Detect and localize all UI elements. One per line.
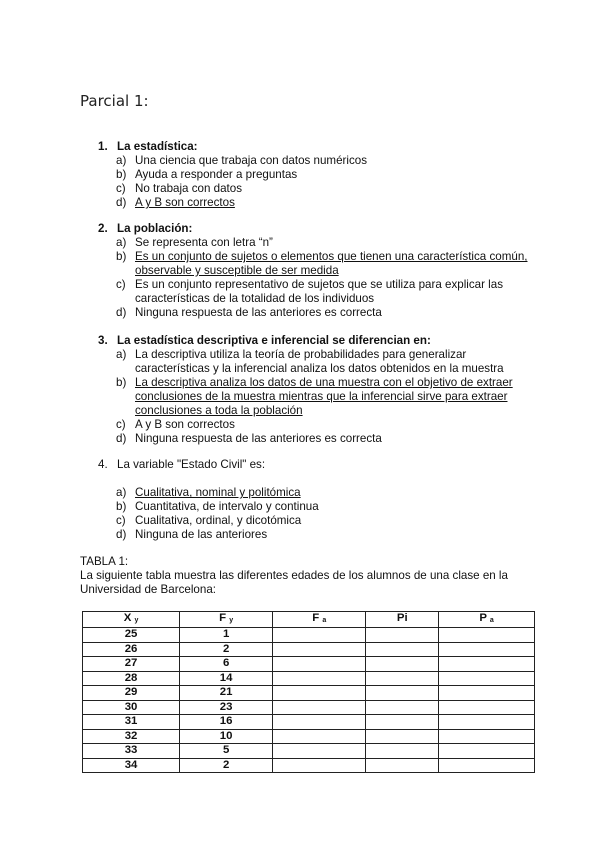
- table-cell: [439, 700, 535, 715]
- question-number: 4.: [98, 458, 108, 471]
- option-text-line: Cuantitativa, de intervalo y continua: [135, 500, 319, 513]
- table-cell: [273, 642, 366, 657]
- answer-option: [98, 514, 548, 528]
- table-cell: 2: [180, 642, 273, 657]
- question-3: [98, 334, 548, 446]
- answer-option: [98, 528, 548, 542]
- option-letter: a): [116, 236, 127, 249]
- table-cell: [273, 686, 366, 701]
- header-sub: a: [322, 617, 327, 624]
- option-text-line: Cualitativa, ordinal, y dicotómica: [135, 514, 302, 527]
- option-letter: c): [116, 418, 126, 431]
- table-cell: [273, 758, 366, 773]
- question-title: [98, 140, 548, 154]
- option-text-line: Ninguna respuesta de las anteriores es correcta: [135, 432, 382, 445]
- question-number: 2.: [98, 222, 108, 235]
- answer-option: [98, 182, 548, 196]
- header-main: X: [123, 612, 132, 624]
- answer-option: [98, 306, 548, 320]
- table-row: [83, 628, 535, 643]
- table-cell: 26: [83, 642, 180, 657]
- option-letter: d): [116, 306, 127, 319]
- header-main: F: [219, 612, 227, 624]
- table-cell: [439, 758, 535, 773]
- table-cell: [366, 657, 439, 672]
- answer-option: [98, 168, 548, 182]
- question-text: La estadística:: [117, 140, 198, 153]
- table-cell: 29: [83, 686, 180, 701]
- table-cell: 5: [180, 744, 273, 759]
- option-text-line: Cualitativa, nominal y politómica: [135, 486, 301, 499]
- column-header: [83, 612, 180, 628]
- header-sub: a: [489, 617, 494, 624]
- answer-option: [98, 486, 548, 500]
- option-text-line: Es un conjunto de sujetos o elementos que tienen una característica común,: [135, 250, 528, 263]
- table-cell: [366, 715, 439, 730]
- header-sub: y: [134, 617, 139, 624]
- table-cell: 25: [83, 628, 180, 643]
- header-main: P: [479, 612, 487, 624]
- table-cell: [366, 700, 439, 715]
- answer-option: [98, 278, 548, 306]
- table-cell: [366, 642, 439, 657]
- table-row: [83, 686, 535, 701]
- table-cell: [366, 744, 439, 759]
- table-cell: [366, 729, 439, 744]
- table-cell: 16: [180, 715, 273, 730]
- table-row: [83, 642, 535, 657]
- option-text-line: Ayuda a responder a preguntas: [135, 168, 298, 181]
- answer-option: [98, 348, 548, 376]
- table-cell: [273, 744, 366, 759]
- option-text-line: No trabaja con datos: [135, 182, 242, 195]
- question-title: [98, 334, 548, 348]
- option-text-line: Una ciencia que trabaja con datos numéricos: [135, 154, 368, 167]
- option-text-line: Ninguna de las anteriores: [135, 528, 268, 541]
- table-cell: [439, 744, 535, 759]
- option-letter: b): [116, 500, 127, 513]
- option-text-line: Se representa con letra “n”: [135, 236, 273, 249]
- table-intro: [80, 555, 540, 597]
- option-letter: d): [116, 528, 127, 541]
- table-header-row: [83, 612, 535, 628]
- column-header: [273, 612, 366, 628]
- answer-option: [98, 376, 548, 418]
- table-cell: [439, 715, 535, 730]
- page-title: Parcial 1:: [80, 92, 149, 110]
- column-header: [366, 612, 439, 628]
- question-text: La estadística descriptiva e inferencial se diferencian en:: [117, 334, 431, 347]
- option-text-line: Es un conjunto representativo de sujetos que se utiliza para explicar las: [135, 278, 503, 291]
- table-cell: [273, 671, 366, 686]
- question-2: [98, 222, 548, 320]
- header-main: Pi: [396, 612, 408, 624]
- table-cell: [366, 686, 439, 701]
- header-sub: y: [229, 617, 234, 624]
- question-1: [98, 140, 548, 210]
- table-cell: 2: [180, 758, 273, 773]
- option-text-line: conclusiones de la muestra mientras que la inferencial sirve para extraer: [135, 390, 508, 403]
- table-description-line: Universidad de Barcelona:: [80, 583, 216, 596]
- option-text-line: La descriptiva utiliza la teoría de probabilidades para generalizar: [135, 348, 467, 361]
- table-label: TABLA 1:: [80, 555, 129, 568]
- option-letter: a): [116, 154, 127, 167]
- table-cell: 10: [180, 729, 273, 744]
- option-letter: c): [116, 182, 126, 195]
- question-number: 1.: [98, 140, 108, 153]
- table-cell: [366, 758, 439, 773]
- option-text-line: A y B son correctos: [135, 418, 235, 431]
- question-title: [98, 458, 548, 472]
- option-text-line: Ninguna respuesta de las anteriores es correcta: [135, 306, 382, 319]
- table-cell: [273, 729, 366, 744]
- table-cell: [273, 657, 366, 672]
- table-cell: 33: [83, 744, 180, 759]
- answer-option: [98, 236, 548, 250]
- table-cell: [273, 628, 366, 643]
- table-cell: [439, 671, 535, 686]
- table-cell: 14: [180, 671, 273, 686]
- table-row: [83, 758, 535, 773]
- column-header: [439, 612, 535, 628]
- table-row: [83, 729, 535, 744]
- table-cell: [366, 671, 439, 686]
- column-header: [180, 612, 273, 628]
- table-cell: 21: [180, 686, 273, 701]
- table-row: [83, 671, 535, 686]
- table-cell: [439, 686, 535, 701]
- option-text-line: A y B son correctos: [135, 196, 235, 209]
- table-cell: [439, 657, 535, 672]
- frequency-table: [82, 611, 535, 773]
- question-text: La variable "Estado Civil" es:: [117, 458, 266, 471]
- option-text-line: La descriptiva analiza los datos de una muestra con el objetivo de extraer: [135, 376, 513, 389]
- answer-option: [98, 196, 548, 210]
- table-row: [83, 657, 535, 672]
- option-letter: c): [116, 278, 126, 291]
- option-letter: b): [116, 168, 127, 181]
- option-letter: d): [116, 432, 127, 445]
- table-row: [83, 715, 535, 730]
- answer-option: [98, 154, 548, 168]
- answer-option: [98, 432, 548, 446]
- answer-option: [98, 500, 548, 514]
- question-title: [98, 222, 548, 236]
- table-cell: [439, 628, 535, 643]
- table-row: [83, 744, 535, 759]
- option-letter: a): [116, 348, 127, 361]
- table-cell: 31: [83, 715, 180, 730]
- table-description-line: La siguiente tabla muestra las diferentes edades de los alumnos de una clase en la: [80, 569, 508, 582]
- table-cell: [273, 715, 366, 730]
- table-cell: 1: [180, 628, 273, 643]
- table-cell: 28: [83, 671, 180, 686]
- table-row: [83, 700, 535, 715]
- table-cell: 23: [180, 700, 273, 715]
- question-number: 3.: [98, 334, 108, 347]
- table-cell: 32: [83, 729, 180, 744]
- table-cell: 27: [83, 657, 180, 672]
- option-letter: a): [116, 486, 127, 499]
- table-cell: 34: [83, 758, 180, 773]
- question-text: La población:: [117, 222, 193, 235]
- option-text-line: conclusiones a toda la población: [135, 404, 303, 417]
- option-text-line: características y la inferencial analiza los datos obtenidos en la muestra: [135, 362, 504, 375]
- table-cell: [366, 628, 439, 643]
- answer-option: [98, 250, 548, 278]
- table-cell: [439, 642, 535, 657]
- option-letter: d): [116, 196, 127, 209]
- option-text-line: observable y susceptible de ser medida: [135, 264, 339, 277]
- header-main: F: [312, 612, 320, 624]
- question-4: [98, 458, 548, 542]
- table-cell: 30: [83, 700, 180, 715]
- option-text-line: características de la totalidad de los individuos: [135, 292, 375, 305]
- option-letter: b): [116, 250, 127, 263]
- table-cell: [273, 700, 366, 715]
- answer-option: [98, 418, 548, 432]
- option-letter: c): [116, 514, 126, 527]
- table-cell: 6: [180, 657, 273, 672]
- option-letter: b): [116, 376, 127, 389]
- table-cell: [439, 729, 535, 744]
